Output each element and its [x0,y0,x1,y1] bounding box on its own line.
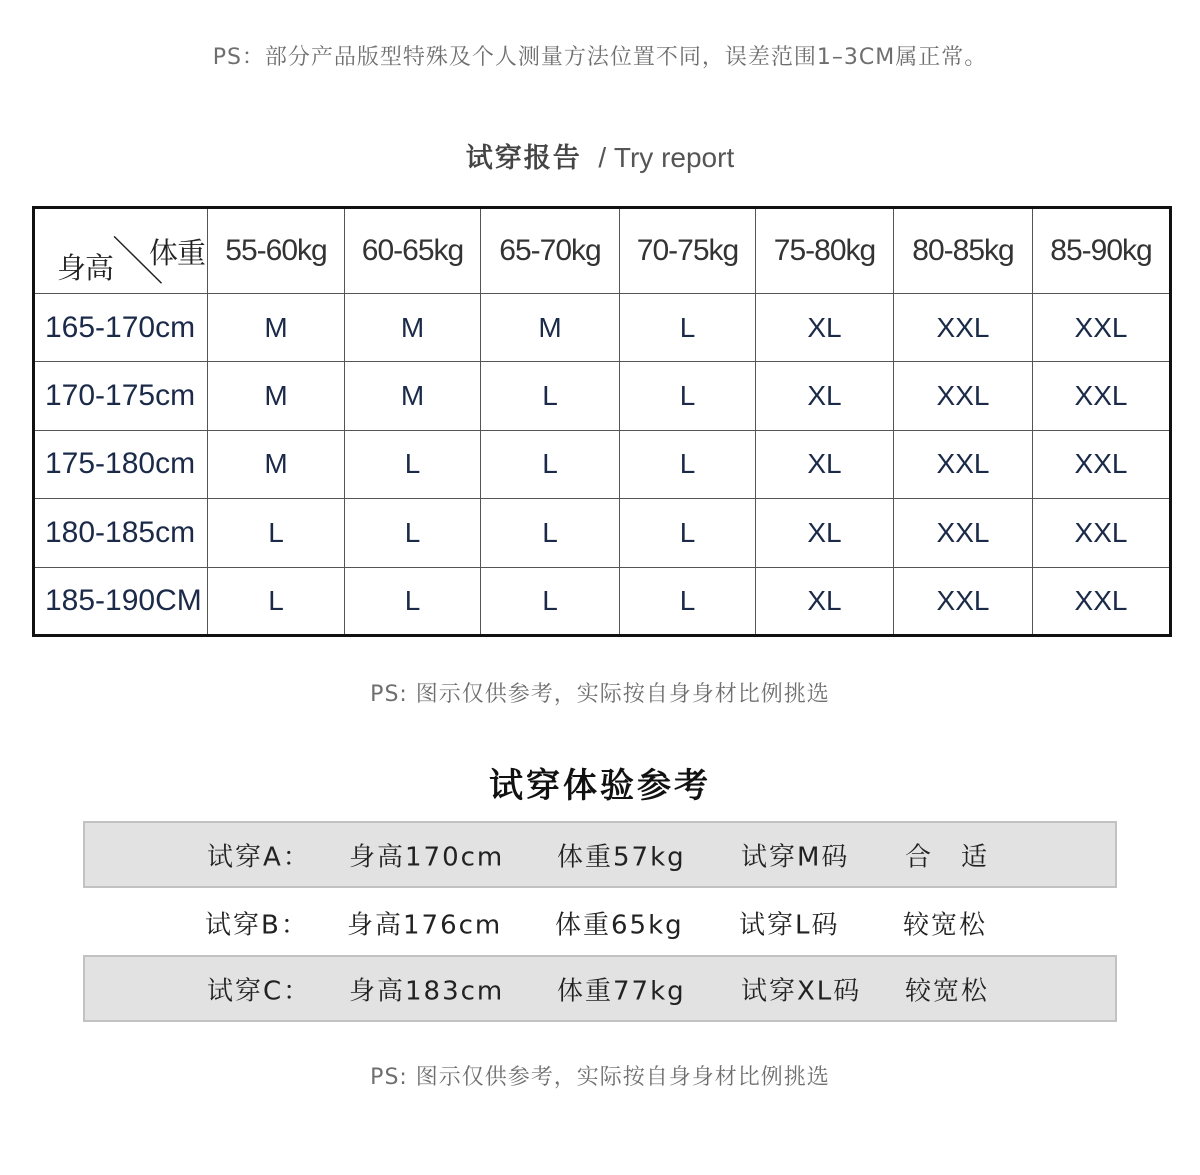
size-cell: XXL [894,294,1033,362]
fitting-result: 较宽松 [905,976,990,1006]
size-cell: XL [756,567,894,635]
weight-col-header: 75-80kg [756,208,894,294]
fitting-size: 试穿XL码 [741,976,862,1006]
size-cell: XXL [1033,567,1171,635]
fitting-height: 身高176cm [347,910,503,940]
size-cell: XXL [894,362,1033,430]
corner-weight-label: 体重 [148,236,205,270]
size-cell: L [481,362,620,430]
height-row-header: 170-175cm [34,362,208,430]
weight-col-header: 65-70kg [481,208,620,294]
size-cell: XXL [894,499,1033,567]
size-cell: XXL [894,430,1033,498]
size-cell: XL [756,294,894,362]
table-row [34,362,1171,430]
size-cell: M [481,294,620,362]
size-cell: L [620,430,756,498]
fitting-row-c [83,955,1117,1022]
size-cell: XL [756,430,894,498]
try-report-title-cn: 试穿报告 [465,143,582,174]
size-cell: M [345,294,481,362]
fitting-label: 试穿C： [207,976,312,1006]
size-cell: L [208,499,345,567]
weight-col-header: 70-75kg [620,208,756,294]
table-row [34,499,1171,567]
corner-height-label: 身高 [57,251,114,285]
size-cell: L [620,294,756,362]
size-cell: M [208,294,345,362]
size-cell: L [345,430,481,498]
fitting-experience-title: 试穿体验参考 [489,766,711,806]
size-cell: L [345,567,481,635]
size-cell: XXL [1033,294,1171,362]
height-row-header: 165-170cm [34,294,208,362]
fitting-row-a [83,821,1117,888]
table-row [34,294,1171,362]
try-report-title [0,136,1200,175]
size-cell: XXL [1033,499,1171,567]
size-cell: L [208,567,345,635]
size-cell: L [620,499,756,567]
fitting-weight: 体重65kg [555,910,684,940]
note-reference-only-bottom: PS: 图示仅供参考，实际按自身身材比例挑选 [370,1065,830,1090]
note-measurement-error: PS：部分产品版型特殊及个人测量方法位置不同，误差范围1–3CM属正常。 [212,45,988,70]
fitting-weight: 体重57kg [557,842,686,872]
fitting-result: 较宽松 [903,910,988,940]
size-cell: L [620,567,756,635]
size-cell: M [208,362,345,430]
height-row-header: 175-180cm [34,430,208,498]
fitting-size: 试穿M码 [741,842,850,872]
table-row [34,567,1171,635]
size-cell: M [208,430,345,498]
height-row-header: 180-185cm [34,499,208,567]
size-chart-table [32,206,1172,637]
note-reference-only: PS: 图示仅供参考，实际按自身身材比例挑选 [370,682,830,707]
fitting-size: 试穿L码 [739,910,840,940]
size-cell: XXL [1033,430,1171,498]
height-row-header: 185-190CM [34,567,208,635]
corner-header-cell [34,208,208,294]
size-cell: L [345,499,481,567]
size-cell: M [345,362,481,430]
fitting-weight: 体重77kg [557,976,686,1006]
size-cell: XL [756,499,894,567]
fitting-height: 身高183cm [349,976,505,1006]
try-report-title-en: / Try report [598,142,735,173]
weight-col-header: 80-85kg [894,208,1033,294]
size-cell: L [481,567,620,635]
size-cell: XL [756,362,894,430]
size-cell: L [620,362,756,430]
table-row [34,430,1171,498]
weight-col-header: 85-90kg [1033,208,1171,294]
fitting-label: 试穿B： [205,910,309,940]
size-cell: XXL [1033,362,1171,430]
size-cell: XXL [894,567,1033,635]
fitting-row-b [83,889,1117,956]
fitting-height: 身高170cm [349,842,505,872]
size-cell: L [481,430,620,498]
weight-col-header: 60-65kg [345,208,481,294]
fitting-result: 合 适 [905,842,990,872]
weight-col-header: 55-60kg [208,208,345,294]
size-table-header-row [34,208,1171,294]
size-cell: L [481,499,620,567]
fitting-label: 试穿A： [207,842,311,872]
